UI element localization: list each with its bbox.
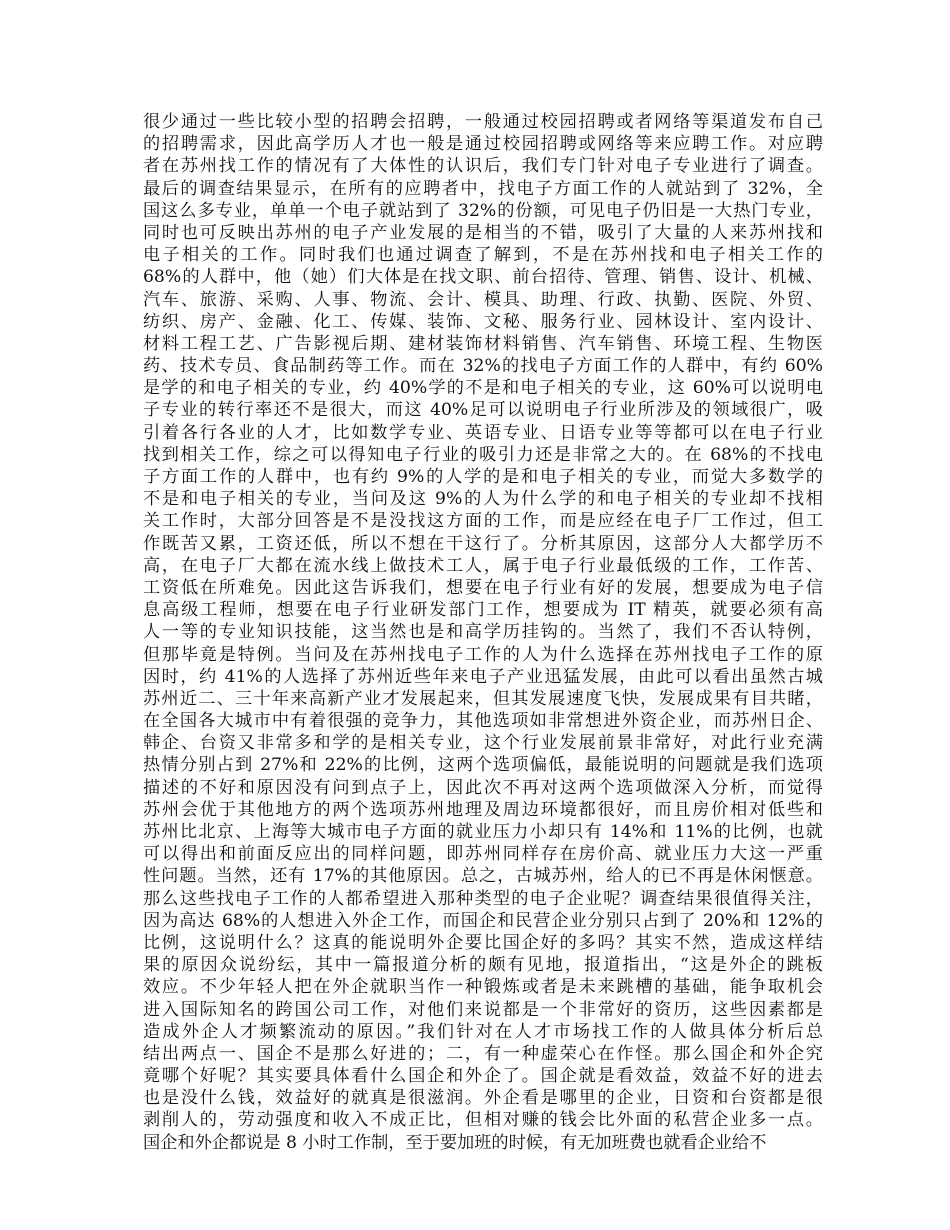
text-line: 药、技术专员、食品制药等工作。而在 32%的找电子方面工作的人群中，有约 60% (143, 356, 823, 377)
text-line: 在全国各大城市中有着很强的竞争力，其他选项如非常想进外资企业，而苏州日企、 (143, 711, 823, 732)
text-line: 最后的调查结果显示，在所有的应聘者中，找电子方面工作的人就站到了 32%，全 (143, 178, 823, 199)
body-text (143, 111, 823, 1154)
text-line: 热情分别占到 27%和 22%的比例，这两个选项偏低，最能说明的问题就是我们选项 (143, 755, 823, 776)
text-line: 果的原因众说纷纭，其中一篇报道分析的颇有见地，报道指出，“这是外企的跳板 (143, 955, 823, 976)
text-line: 的招聘需求，因此高学历人才也一般是通过校园招聘或网络等来应聘工作。对应聘 (143, 134, 823, 155)
text-line: 人一等的专业知识技能，这当然也是和高学历挂钩的。当然了，我们不否认特例， (143, 622, 823, 643)
text-line: 息高级工程师，想要在电子行业研发部门工作，想要成为 IT 精英，就要必须有高 (143, 600, 823, 621)
text-line: 引着各行各业的人才，比如数学专业、英语专业、日语专业等等都可以在电子行业 (143, 422, 823, 443)
text-line: 苏州比北京、上海等大城市电子方面的就业压力小却只有 14%和 11%的比例，也就 (143, 822, 823, 842)
text-line: 68%的人群中，他（她）们大体是在找文职、前台招待、管理、销售、设计、机械、 (143, 267, 823, 288)
text-line: 不是和电子相关的专业，当问及这 9%的人为什么学的和电子相关的专业却不找相 (143, 489, 823, 510)
text-line: 电子相关的工作。同时我们也通过调查了解到，不是在苏州找和电子相关工作的 (143, 245, 823, 266)
text-line: 汽车、旅游、采购、人事、物流、会计、模具、助理、行政、执勤、医院、外贸、 (143, 289, 823, 310)
text-line: 可以得出和前面反应出的同样问题，即苏州同样存在房价高、就业压力大这一严重 (143, 844, 823, 865)
text-line: 因时，约 41%的人选择了苏州近些年来电子产业迅猛发展，由此可以看出虽然古城 (143, 666, 823, 687)
text-line: 韩企、台资又非常多和学的是相关专业，这个行业发展前景非常好，对此行业充满 (143, 733, 823, 754)
text-line: 找到相关工作，综之可以得知电子行业的吸引力还是非常之大的。在 68%的不找电 (143, 444, 823, 465)
text-line: 是学的和电子相关的专业，约 40%学的不是和电子相关的专业，这 60%可以说明电 (143, 378, 823, 399)
text-line: 也是没什么钱，效益好的就真是很滋润。外企看是哪里的企业，日资和台资都是很 (143, 1088, 823, 1109)
text-line: 苏州近二、三十年来高新产业才发展起来，但其发展速度飞快，发展成果有目共睹， (143, 688, 823, 709)
text-line: 那么这些找电子工作的人都希望进入那种类型的电子企业呢？调查结果很值得关注， (143, 888, 823, 909)
text-line: 关工作时，大部分回答是不是没找这方面的工作，而是应经在电子厂工作过，但工 (143, 511, 823, 532)
text-line: 子专业的转行率还不是很大，而这 40%足可以说明电子行业所涉及的领域很广，吸 (143, 400, 823, 421)
text-line: 作既苦又累，工资还低，所以不想在干这行了。分析其原因，这部分人大都学历不 (143, 533, 823, 554)
text-line: 造成外企人才频繁流动的原因。”我们针对在人才市场找工作的人做具体分析后总 (143, 1021, 823, 1042)
text-line: 同时也可反映出苏州的电子产业发展的是相当的不错，吸引了大量的人来苏州找和 (143, 222, 823, 243)
text-line: 纺织、房产、金融、化工、传媒、装饰、文秘、服务行业、园林设计、室内设计、 (143, 311, 823, 332)
text-line: 者在苏州找工作的情况有了大体性的认识后，我们专门针对电子专业进行了调查。 (143, 156, 823, 177)
text-line: 效应。不少年轻人把在外企就职当作一种锻炼或者是未来跳槽的基础，能争取机会 (143, 977, 823, 998)
text-line: 材料工程工艺、广告影视后期、建材装饰材料销售、汽车销售、环境工程、生物医 (143, 333, 823, 354)
text-line: 工资低在所难免。因此这告诉我们，想要在电子行业有好的发展，想要成为电子信 (143, 577, 823, 598)
text-line: 进入国际知名的跨国公司工作，对他们来说都是一个非常好的资历，这些因素都是 (143, 999, 823, 1020)
text-line: 比例，这说明什么？这真的能说明外企要比国企好的多吗？其实不然，造成这样结 (143, 932, 823, 953)
text-line: 很少通过一些比较小型的招聘会招聘，一般通过校园招聘或者网络等渠道发布自己 (143, 112, 823, 132)
text-line: 剥削人的，劳动强度和收入不成正比，但相对赚的钱会比外面的私营企业多一点。 (143, 1110, 823, 1131)
text-line: 子方面工作的人群中，也有约 9%的人学的是和电子相关的专业，而觉大多数学的 (143, 467, 823, 487)
text-line: 苏州会优于其他地方的两个选项苏州地理及周边环境都很好，而且房价相对低些和 (143, 799, 823, 820)
text-line: 性问题。当然，还有 17%的其他原因。总之，古城苏州，给人的已不再是休闲惬意。 (143, 866, 823, 887)
text-line: 国企和外企都说是 8 小时工作制，至于要加班的时候，有无加班费也就看企业给不 (143, 1132, 767, 1153)
text-line: 因为高达 68%的人想进入外企工作，而国企和民营企业分别只占到了 20%和 12%的 (143, 910, 823, 931)
text-line: 描述的不好和原因没有问到点子上，因此次不再对这两个选项做深入分析，而觉得 (143, 777, 823, 798)
text-line: 高，在电子厂大都在流水线上做技术工人，属于电子行业最低级的工作，工作苦、 (143, 555, 823, 576)
text-line: 国这么多专业，单单一个电子就站到了 32%的份额，可见电子仍旧是一大热门专业， (143, 200, 823, 221)
text-line: 竟哪个好呢？其实要具体看什么国企和外企了。国企就是看效益，效益不好的进去 (143, 1066, 823, 1087)
text-line: 但那毕竟是特例。当问及在苏州找电子工作的人为什么选择在苏州找电子工作的原 (143, 644, 823, 665)
text-line: 结出两点一、国企不是那么好进的；二，有一种虚荣心在作怪。那么国企和外企究 (143, 1043, 823, 1064)
